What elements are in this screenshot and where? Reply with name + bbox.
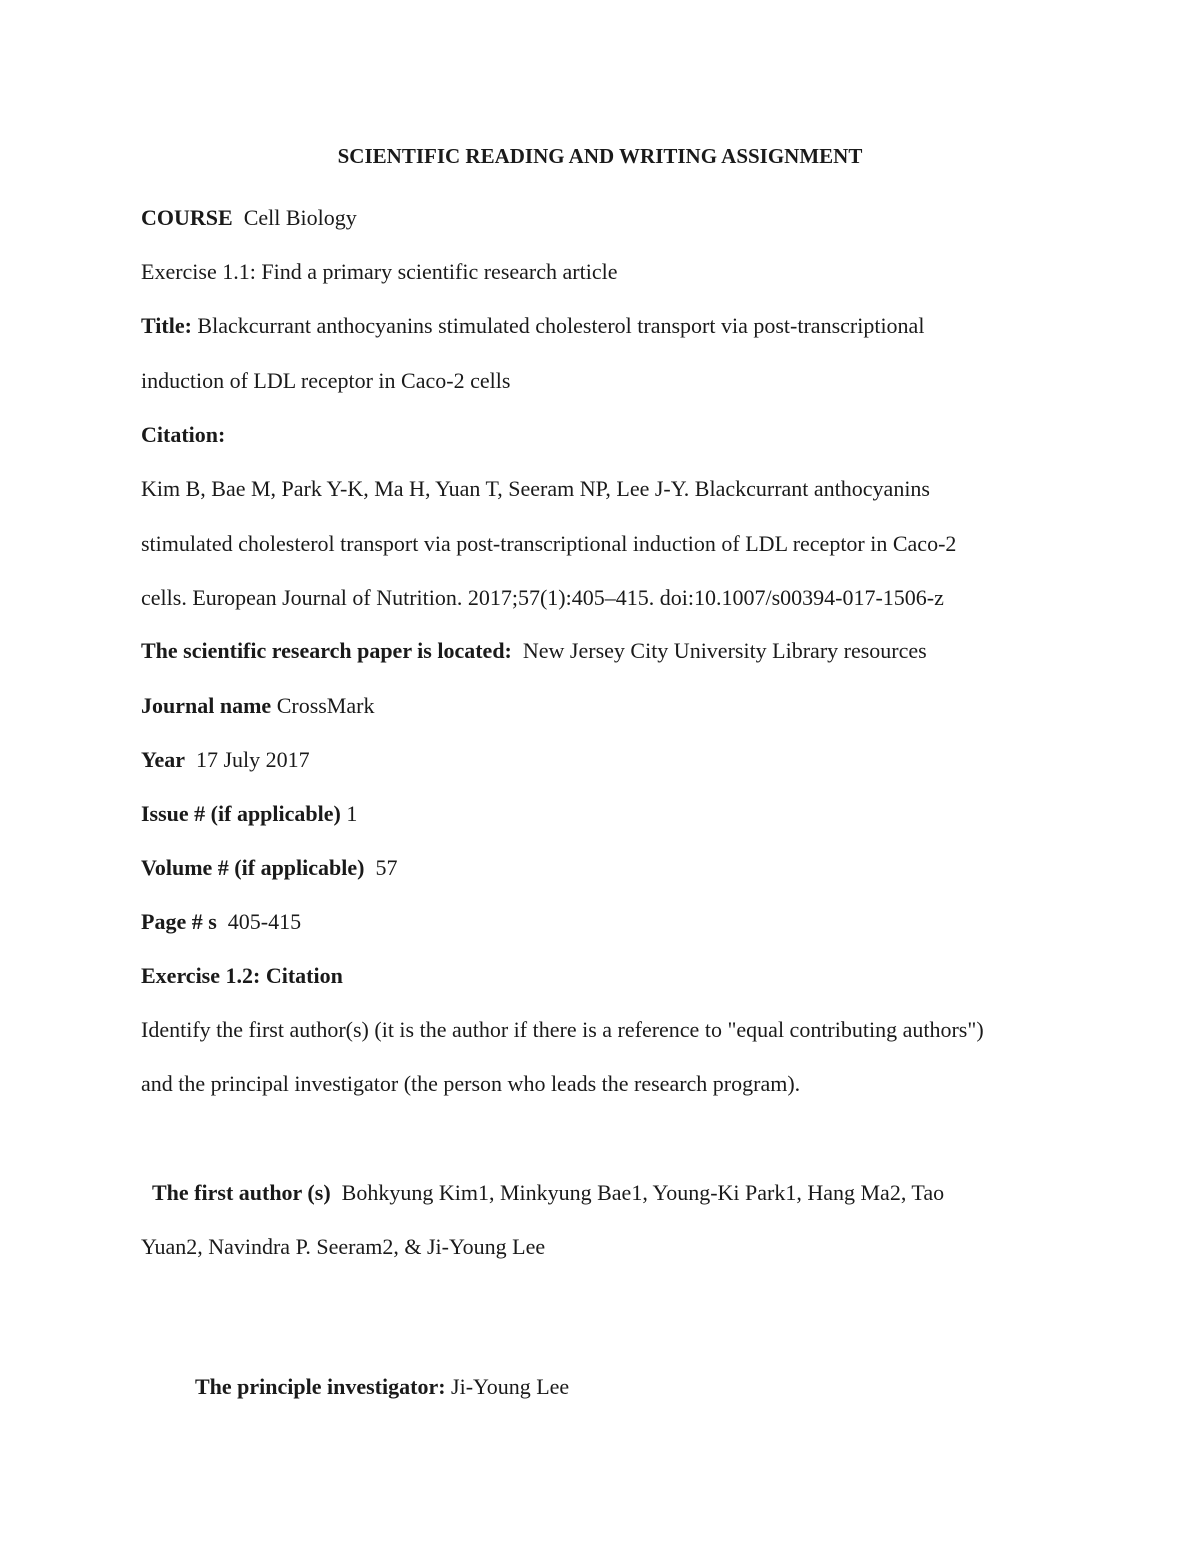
pages-value: 405-415 (227, 909, 302, 934)
located-label: The scientific research paper is located: (141, 638, 512, 663)
exercise-1-2: Exercise 1.2: Citation (141, 963, 343, 988)
journal-label: Journal name (141, 693, 272, 718)
year-line (141, 746, 310, 774)
first-author-line-1 (152, 1179, 944, 1207)
first-author-text-1: Bohkyung Kim1, Minkyung Bae1, Young-Ki Park1, Hang Ma2, Tao (341, 1180, 945, 1205)
title-line-2: induction of LDL receptor in Caco-2 cells (141, 368, 511, 393)
title-line-1 (141, 312, 924, 340)
citation-line-1: Kim B, Bae M, Park Y-K, Ma H, Yuan T, Seeram NP, Lee J-Y. Blackcurrant anthocyanins (141, 476, 930, 501)
year-label: Year (141, 747, 185, 772)
course-label: COURSE (141, 205, 233, 230)
principal-investigator-value: Ji-Young Lee (451, 1374, 570, 1399)
year-value: 17 July 2017 (195, 747, 310, 772)
instructions-line-1: Identify the first author(s) (it is the author if there is a reference to "equal contributing authors") (141, 1017, 984, 1042)
first-author-label: The first author (s) (152, 1180, 331, 1205)
volume-line (141, 854, 397, 882)
title-label: Title: (141, 313, 192, 338)
first-author-line-2: Yuan2, Navindra P. Seeram2, & Ji-Young Lee (141, 1234, 546, 1259)
course-line (141, 204, 357, 232)
title-text-1: Blackcurrant anthocyanins stimulated cholesterol transport via post-transcriptional (197, 313, 925, 338)
issue-value: 1 (346, 801, 358, 826)
exercise-1-1: Exercise 1.1: Find a primary scientific research article (141, 259, 618, 284)
located-line (141, 637, 927, 665)
volume-label: Volume # (if applicable) (141, 855, 365, 880)
instructions-line-2: and the principal investigator (the person who leads the research program). (141, 1071, 801, 1096)
journal-line (141, 692, 374, 720)
volume-value: 57 (375, 855, 398, 880)
citation-line-2: stimulated cholesterol transport via post-transcriptional induction of LDL receptor in Caco-2 (141, 531, 957, 556)
citation-line-3: cells. European Journal of Nutrition. 2017;57(1):405–415. doi:10.1007/s00394-017-1506-z (141, 585, 944, 610)
pages-line (141, 908, 301, 936)
document-heading: SCIENTIFIC READING AND WRITING ASSIGNMENT (337, 144, 863, 168)
citation-label: Citation: (141, 422, 226, 447)
principal-investigator-label: The principle investigator: (195, 1374, 446, 1399)
principal-investigator-line (195, 1373, 569, 1401)
course-value: Cell Biology (243, 205, 357, 230)
issue-label: Issue # (if applicable) (141, 801, 341, 826)
pages-label: Page # s (141, 909, 217, 934)
issue-line (141, 800, 357, 828)
located-value: New Jersey City University Library resources (522, 638, 927, 663)
journal-value: CrossMark (276, 693, 375, 718)
